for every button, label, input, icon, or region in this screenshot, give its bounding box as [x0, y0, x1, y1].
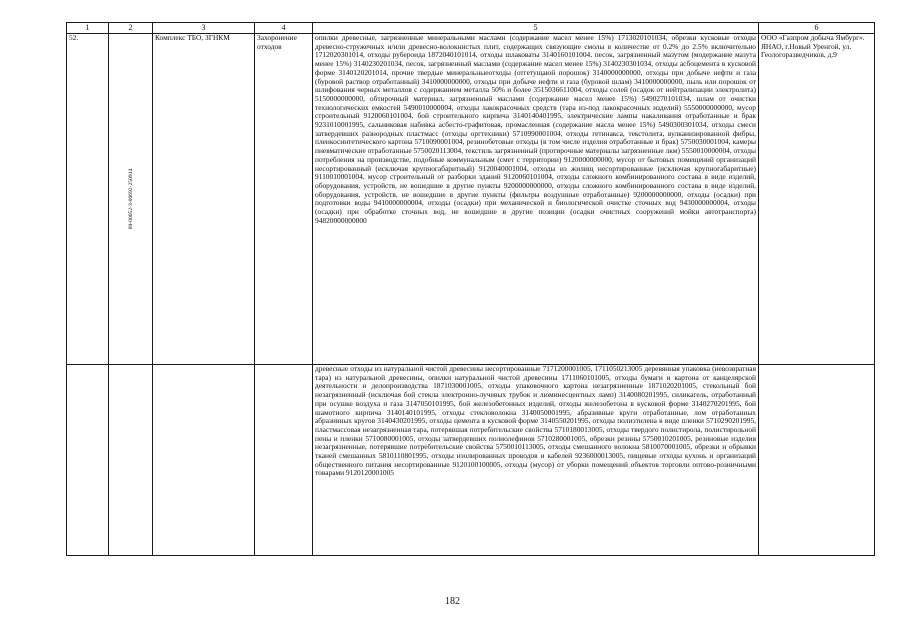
- column-number: 1: [67, 23, 109, 34]
- page-number: 182: [445, 596, 460, 607]
- owner-cell: [759, 365, 875, 556]
- column-number: 6: [759, 23, 875, 34]
- waste-list-cell: древесные отходы из натуральной чистой древесины несортированные 7171200001005, 1711050213005 деревянная упаковка (невозвратная тара) из натуральной древесины, опилки натуральной чистой древесины 1711060101005, отходы бумаги и картона от канцелярской деятельности и делопроизводства 1871030001005, отходы упаковочного картона незагрязненные 1871020201005, стекольный бой незагрязненный (исключая бой стекла электронно-лучевых трубок и люминесцентных ламп) 3140080201995, силикагель, отработанный при осушке воздуха и газа 3147050101995, бой железобетонных изделий, отходы железобетона в кусковой форме 3140270201995, бой шамотного кирпича 3140140101995, отходы стекловолокна 3140050001995, абразивные круги отработанные, лом отработанных абразивных кругов 3140430201995, отходы цемента в кусковой форме 3140550201995, отходы полиэтилена в виде пленки 5710290201995, пластмассовая незагрязненная тара, потерявшая потребительские свойства 5710180013005, отходы твердого полистирола, полистирольной пены и пленки 5710080001005, отходы затвердевших полиолефинов 5710280001005, обрезки резины 5750010201005, резиновые изделия незагрязненные, потерявшие потребительские свойства 5750010113005, отходы смешанного волокна 5810070001005, обрезки и обрывки тканей смешанных 5810110801995, отходы изолированных проводов и кабелей 9236000013005, пищевые отходы кухонь и организаций общественного питания несортированные 9120100100005, отходы (мусор) от уборки помещений объектов торговли оптово-розничными товарами 9120120001005: [313, 365, 759, 556]
- object-name-cell: Комплекс ТБО, ЗГНКМ: [153, 34, 255, 365]
- owner-cell: ООО «Газпром добыча Ямбург». ЯНАО, г.Новый Уренгой, ул. Геологоразведчиков, д.9: [759, 34, 875, 365]
- object-name-cell: [153, 365, 255, 556]
- registry-code-cell: [109, 365, 153, 556]
- column-number: 4: [255, 23, 313, 34]
- registry-code-cell: [109, 34, 153, 365]
- column-number: 3: [153, 23, 255, 34]
- registry-code: 89-00052-З-00692-250914: [127, 168, 134, 230]
- column-number: 5: [313, 23, 759, 34]
- purpose-cell: Захоронение отходов: [255, 34, 313, 365]
- purpose-cell: [255, 365, 313, 556]
- table-row: [67, 34, 875, 365]
- column-number-row: [67, 23, 875, 34]
- row-number-cell: [67, 365, 109, 556]
- row-number-cell: 52.: [67, 34, 109, 365]
- waste-list-cell: опилки древесные, загрязненные минеральными маслами (содержание масел менее 15%) 1713020101034, обрезки кусковые отходы древесно-стружечных и/или древесно-волокнистых плит, содержащих связующие смолы в количестве от 0.2% до 2.5% включительно 1712020301014, отходы рубероида 1872040101014, отходы шлаковаты 3140160101004, песок, загрязненный мазутом (модержание мазута менее 15%) 3140230201034, песок, загрязненный маслами (содержание масел менее 15%) 3140230301034, отходы асбоцемента в кусковой форме 3140120201014, прочие твердые минеральныеотходы (отгетущаюй порошок) 3140000000000, отходы при добыче нефти и газа (буровой раствор отработанный) 3410000000000, отходы при добыче нефти и газа (буровой шлам) 3410000000000, пыль или порошок от шлифования черных металлов с содержанием металла 50% и более 3515036611004, отходы солей (осадок от нейтрализации электролита) 5150000000000, обтирочный материал, загрязненный маслами (содержание масел менее 15%) 5490270101034, шлам от очистки технологических емкостей 5490010000004, отходы лакокрасочных средств (тара из-под лакокрасочных изделий) 5550000000000, мусор строительный 9120060101004, бой строительного кирпича 3140140401995, электрические лампы накаливания отработанные и брак 9231010001995, сальниковая набивка асбесто-графитовая, промасленная (содержание масла менее 15%) 5490300301034, отходы смеси затвердевших разнородных пластмасс (отходы оргтехники) 5710990001004, отходы гетинакса, текстолита, вулканизированной фибры, пленкосинтетического картона 5710090001004, резинобетовые отходы (в том числе изделия отработанные и брак) 5750030001004, камеры пневматические отработанные 5750020113004, текстиль загрязненный (протирочные материалы загрязненные лкм) 5550010000004, отходы потребления на производстве, подобные коммунальным (смет с территории) 9120000000000, мусор от бытовых помещений организаций несортированный (исключая крупногабаритный) 9120040001004, отходы из жилищ несортированные (исключая крупногабаритные) 9110010001004, мусор строительный от разборки зданий 9120060101004, отходы сложного комбинированного состава в виде изделий, оборудования, устройств, не вошедшие в другие пункты 9200000000000, отходы сложного комбинированного состава в виде изделий, оборудования, устройств, не вошедшие в другие пункты (фильтры воздушные отработанные) 9200000000000, отходы (осадки) при подготовки воды 9410000000004, отходы (осадки) при механической и биологической очистке сточных вод 9430000000004, отходы (осадки) при обработке сточных вод, не вошедшие в другие позиции (осадки очистных сооружений мойки автотранспорта) 94820000000000: [313, 34, 759, 365]
- waste-sites-table: [66, 22, 875, 556]
- table-row: [67, 365, 875, 556]
- column-number: 2: [109, 23, 153, 34]
